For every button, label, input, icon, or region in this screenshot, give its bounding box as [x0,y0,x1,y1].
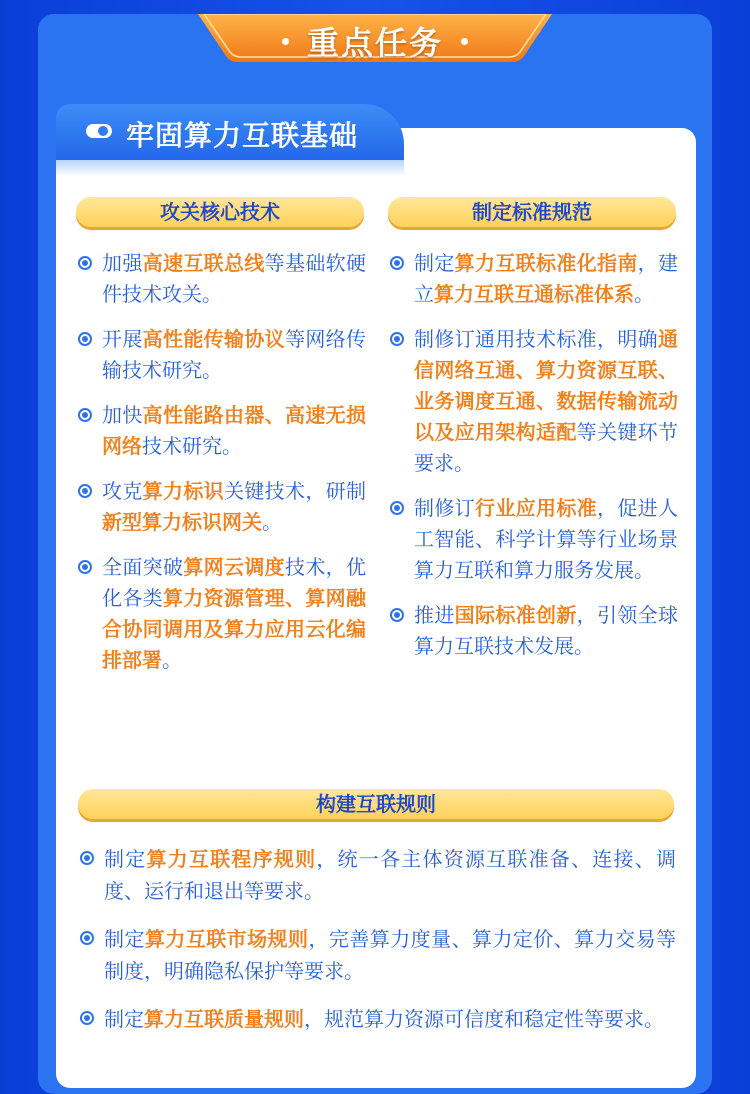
body-text: ，完善算力度量、算力定价、算力交易等制度，明确隐私保护等要求。 [104,927,677,983]
highlight-text: 算力互联程序规则 [146,847,317,871]
bullet-icon [390,332,404,346]
list-item-text [104,843,676,907]
body-text: 制定 [104,927,145,951]
list-item [388,600,678,662]
header-banner [198,14,552,64]
body-text: 等网络传输技术研究。 [102,327,367,382]
highlight-text: 算力互联互通标准体系 [434,282,634,306]
list-item [78,843,676,907]
list-item [76,400,366,462]
body-text: 制定 [104,1007,144,1031]
column-2-list [388,248,678,676]
section-title: 牢固算力互联基础 [126,119,359,152]
highlight-text: 算力互联市场规则 [144,927,309,951]
list-item-text [414,493,678,586]
body-text: 开展 [102,327,143,351]
highlight-text: 高性能传输协议 [142,327,286,351]
body-text: 制定 [414,251,455,275]
list-item [388,493,678,586]
bullet-icon [390,608,404,622]
list-item [78,1003,676,1035]
list-item-text [102,476,366,538]
column-1-title: 攻关核心技术 [76,197,364,227]
body-text: 制定 [104,847,147,871]
list-item-text [414,248,678,310]
column-2-title: 制定标准规范 [388,197,676,227]
list-item [76,248,366,310]
highlight-text: 新型算力标识网关 [102,510,262,534]
list-item [76,324,366,386]
highlight-text: 高性能路由器、高速无损网络 [102,403,367,458]
body-text: ，规范算力资源可信度和稳定性等要求。 [304,1007,664,1031]
list-item-text [102,324,366,386]
highlight-text: 算网云调度 [183,555,286,579]
list-item-text [102,552,366,676]
bullet-icon [80,851,94,865]
bullet-icon [390,501,404,515]
highlight-text: 高速互联总线 [142,251,265,275]
body-text: ，促进人工智能、科学计算等行业场景算力互联和算力服务发展。 [414,496,678,582]
bullet-icon [80,931,94,945]
body-text: 攻克 [102,479,143,503]
highlight-text: 算力互联标准化指南 [454,251,638,275]
list-item-text [102,248,366,310]
body-text: 制修订通用技术标准，明确 [414,327,658,351]
body-text: 技术，优化各类 [102,555,367,610]
body-text: 。 [162,648,182,672]
list-item [76,476,366,538]
column-1-list [76,248,366,690]
bullet-icon [78,484,92,498]
highlight-text: 通信网络互通、算力资源互联、业务调度互通、数据传输流动以及应用架构适配 [414,327,678,444]
list-item [388,324,678,479]
body-text: ，统一各主体资源互联准备、连接、调度、运行和退出等要求。 [104,847,677,903]
highlight-text: 算力互联质量规则 [144,1007,304,1031]
bullet-icon [78,332,92,346]
body-text: 制修订 [414,496,475,520]
bottom-list [78,843,676,1051]
body-text: 等关键环节要求。 [414,420,679,475]
bullet-icon [78,560,92,574]
body-text: 全面突破 [102,555,184,579]
list-item-text [414,324,678,479]
list-item [78,923,676,987]
body-text: 加强 [102,251,143,275]
bottom-section-title: 构建互联规则 [78,789,674,819]
toggle-icon [86,124,112,138]
body-text: 推进 [414,603,455,627]
bullet-icon [78,408,92,422]
body-text: ，引领全球算力互联技术发展。 [414,603,679,658]
body-text: 加快 [102,403,143,427]
bullet-icon [390,256,404,270]
list-item-text [104,923,676,987]
body-text: 关键技术，研制 [224,479,367,503]
highlight-text: 国际标准创新 [454,603,577,627]
page-title: 重点任务 [306,24,443,62]
highlight-text: 行业应用标准 [475,496,597,520]
list-item-text [102,400,366,462]
body-text: 等基础软硬件技术攻关。 [102,251,367,306]
highlight-text: 算力标识 [142,479,225,503]
list-item [388,248,678,310]
body-text: ，建立 [414,251,679,306]
highlight-text: 算力资源管理、算网融合协同调用及算力应用云化编排部署 [102,586,366,672]
body-text: 。 [634,282,654,306]
body-text: 。 [262,510,282,534]
section-header [56,104,404,160]
body-text: 技术研究。 [142,434,242,458]
list-item-text [104,1003,676,1035]
list-item [76,552,366,676]
list-item-text [414,600,678,662]
bullet-icon [80,1011,94,1025]
bullet-icon [78,256,92,270]
